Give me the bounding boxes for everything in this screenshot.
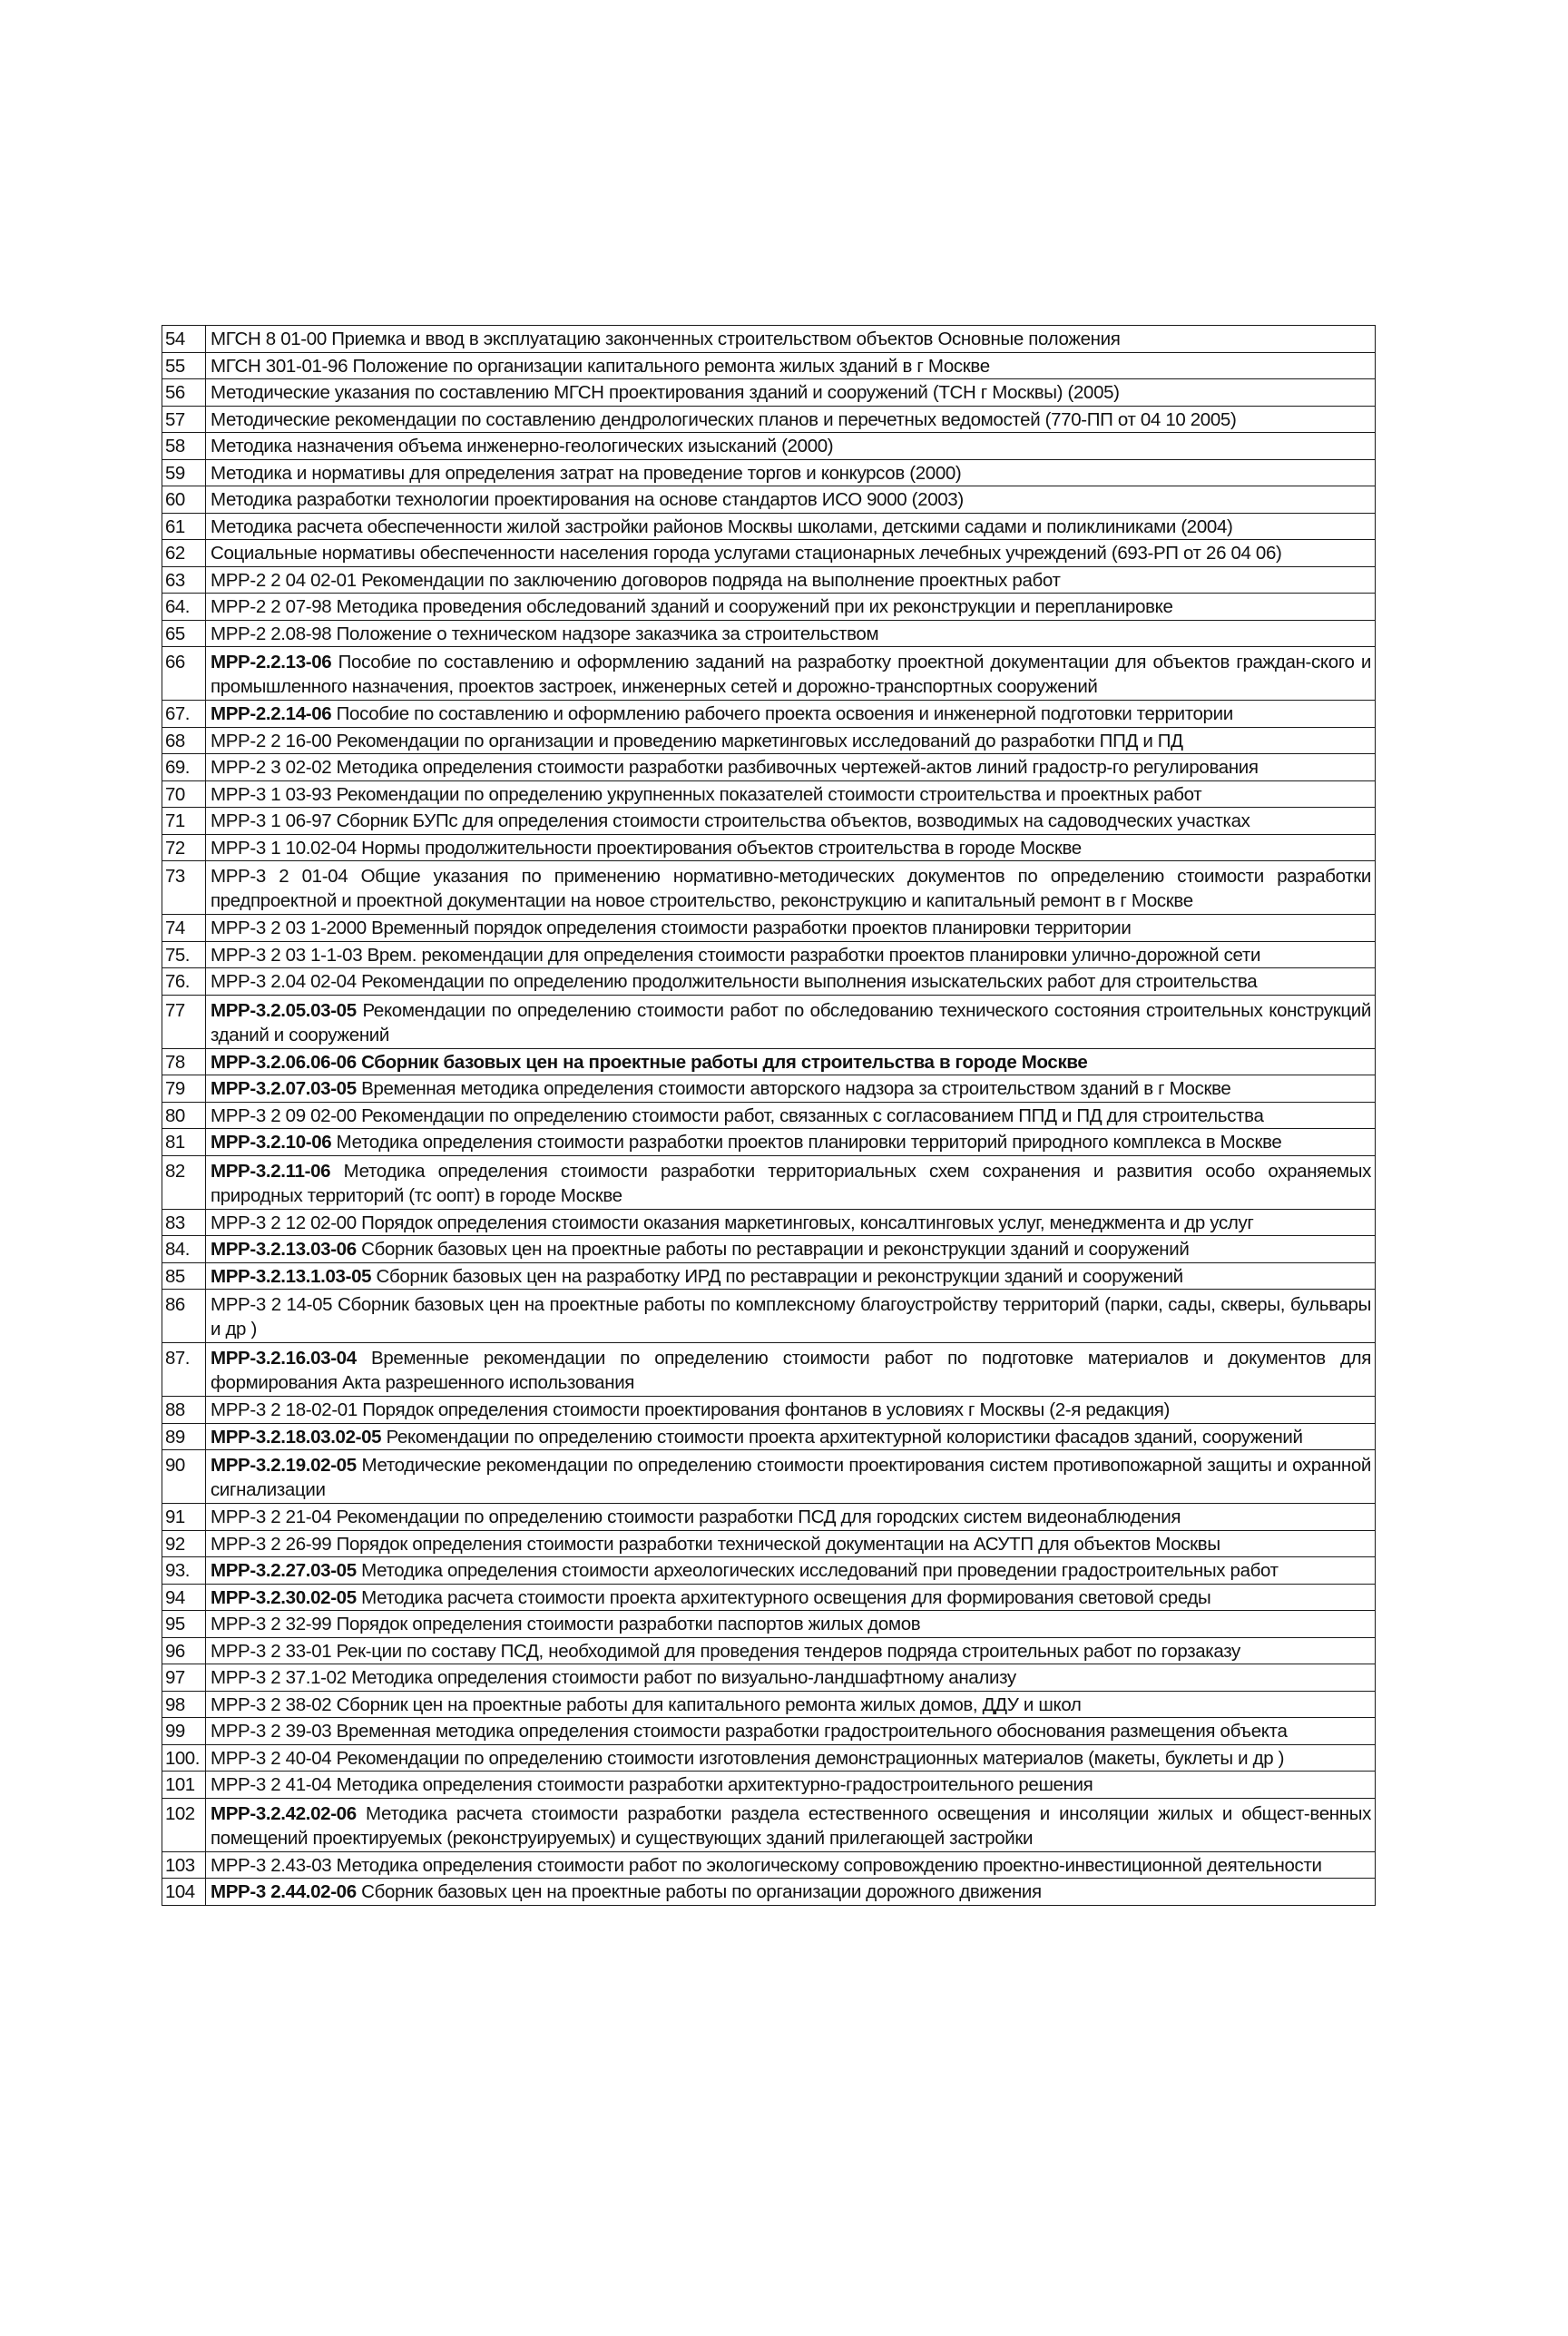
row-number: 101 <box>162 1772 206 1799</box>
document-title: МРР-3 2 33-01 Рек-ции по составу ПСД, необходимой для проведения тендеров подряда строительных работ по горзаказу <box>206 1637 1376 1664</box>
document-code: МРР-3.2.10-06 <box>211 1132 332 1153</box>
document-title: МРР-3 1 03-93 Рекомендации по определению укрупненных показателей стоимости строительства и проектных работ <box>206 780 1376 808</box>
row-number: 91 <box>162 1504 206 1531</box>
table-row <box>162 1744 1376 1772</box>
table-row <box>162 834 1376 861</box>
document-description: Методика определения стоимости археологических исследований при проведении градостроительных работ <box>356 1560 1279 1581</box>
document-title: МРР-3 1 10.02-04 Нормы продолжительности проектирования объектов строительства в городе Москве <box>206 834 1376 861</box>
document-description: Пособие по составлению и оформлению заданий на разработку проектной документации для объектов граждан-ского и промышленного назначения, проектов застроек, инженерных сетей и дорожно-транспортных сооружений <box>211 652 1371 697</box>
table-row <box>162 1129 1376 1156</box>
row-number: 67. <box>162 701 206 728</box>
document-title: МГСН 301-01-96 Положение по организации капитального ремонта жилых зданий в г Москве <box>206 352 1376 379</box>
row-number: 87. <box>162 1343 206 1397</box>
document-title: МРР-3 2 21-04 Рекомендации по определению стоимости разработки ПСД для городских систем видеонаблюдения <box>206 1504 1376 1531</box>
document-title <box>206 1557 1376 1585</box>
row-number: 56 <box>162 379 206 407</box>
row-number: 93. <box>162 1557 206 1585</box>
document-title: МГСН 8 01-00 Приемка и ввод в эксплуатацию законченных строительством объектов Основные положения <box>206 326 1376 353</box>
document-code: МРР-3.2.05.03-05 <box>211 999 357 1021</box>
document-title: МРР-2 2.08-98 Положение о техническом надзоре заказчика за строительством <box>206 620 1376 647</box>
row-number: 58 <box>162 433 206 460</box>
document-code: МРР-3.2.07.03-05 <box>211 1078 357 1099</box>
row-number: 54 <box>162 326 206 353</box>
document-description: Сборник базовых цен на разработку ИРД по реставрации и реконструкции зданий и сооружений <box>371 1265 1183 1287</box>
document-title: МРР-3 2.43-03 Методика определения стоимости работ по экологическому сопровождению проектно-инвестиционной деятельности <box>206 1851 1376 1879</box>
document-title: МРР-3 2 41-04 Методика определения стоимости разработки архитектурно-градостроительного решения <box>206 1772 1376 1799</box>
document-title <box>206 1343 1376 1397</box>
document-code: МРР-3.2.42.02-06 <box>211 1802 357 1824</box>
row-number: 82 <box>162 1155 206 1209</box>
row-number: 80 <box>162 1102 206 1129</box>
row-number: 85 <box>162 1262 206 1290</box>
row-number: 64. <box>162 594 206 621</box>
row-number: 81 <box>162 1129 206 1156</box>
row-number: 74 <box>162 915 206 942</box>
document-code: МРР-3.2.27.03-05 <box>211 1560 357 1581</box>
document-title: МРР-2 2 07-98 Методика проведения обследований зданий и сооружений при их реконструкции и перепланировке <box>206 594 1376 621</box>
document-title: МРР-3 2 37.1-02 Методика определения стоимости работ по визуально-ландшафтному анализу <box>206 1664 1376 1692</box>
table-row <box>162 1718 1376 1745</box>
table-row <box>162 1504 1376 1531</box>
table-row <box>162 1048 1376 1075</box>
document-title <box>206 1155 1376 1209</box>
table-row <box>162 326 1376 353</box>
row-number: 90 <box>162 1450 206 1504</box>
document-code: МРР-3.2.19.02-05 <box>211 1455 357 1476</box>
row-number: 100. <box>162 1744 206 1772</box>
table-row <box>162 1236 1376 1263</box>
document-title: МРР-2 2 16-00 Рекомендации по организации и проведению маркетинговых исследований до разработки ППД и ПД <box>206 727 1376 754</box>
document-title <box>206 995 1376 1048</box>
document-title <box>206 1798 1376 1851</box>
document-description: Рекомендации по определению стоимости работ по обследованию технического состояния строительных конструкций зданий и сооружений <box>211 999 1371 1045</box>
document-title <box>206 647 1376 701</box>
document-code: МРР-3.2.13.1.03-05 <box>211 1265 372 1287</box>
document-title: МРР-3 2 26-99 Порядок определения стоимости разработки технической документации на АСУТП для объектов Москвы <box>206 1530 1376 1557</box>
table-row <box>162 1262 1376 1290</box>
document-description: Рекомендации по определению стоимости проекта архитектурной колористики фасадов зданий, сооружений <box>381 1426 1303 1448</box>
table-row <box>162 1343 1376 1397</box>
table-row <box>162 647 1376 701</box>
table-row <box>162 1209 1376 1236</box>
row-number: 89 <box>162 1423 206 1450</box>
row-number: 77 <box>162 995 206 1048</box>
document-title <box>206 1048 1376 1075</box>
row-number: 70 <box>162 780 206 808</box>
table-row <box>162 727 1376 754</box>
table-row <box>162 968 1376 996</box>
row-number: 73 <box>162 861 206 915</box>
row-number: 78 <box>162 1048 206 1075</box>
document-title: Методика расчета обеспеченности жилой застройки районов Москвы школами, детскими садами и поликлиниками (2004) <box>206 513 1376 540</box>
table-row <box>162 1772 1376 1799</box>
row-number: 75. <box>162 941 206 968</box>
table-row <box>162 433 1376 460</box>
table-row <box>162 1584 1376 1611</box>
document-title: Методика и нормативы для определения затрат на проведение торгов и конкурсов (2000) <box>206 459 1376 486</box>
table-row <box>162 1155 1376 1209</box>
document-description: Временная методика определения стоимости авторского надзора за строительством зданий в г Москве <box>356 1078 1231 1099</box>
table-row <box>162 513 1376 540</box>
table-row <box>162 1397 1376 1424</box>
table-row <box>162 1557 1376 1585</box>
document-title <box>206 1450 1376 1504</box>
row-number: 99 <box>162 1718 206 1745</box>
table-row <box>162 1798 1376 1851</box>
document-description: Методические рекомендации по определению стоимости проектирования систем противопожарной защиты и охранной сигнализации <box>211 1455 1371 1500</box>
row-number: 95 <box>162 1611 206 1638</box>
row-number: 79 <box>162 1075 206 1103</box>
table-row <box>162 1851 1376 1879</box>
table-row <box>162 941 1376 968</box>
table-row <box>162 1102 1376 1129</box>
row-number: 63 <box>162 566 206 594</box>
row-number: 65 <box>162 620 206 647</box>
document-title: МРР-2 3 02-02 Методика определения стоимости разработки разбивочных чертежей-актов линий градостр-го регулирования <box>206 754 1376 781</box>
document-description: Методика расчета стоимости разработки раздела естественного освещения и инсоляции жилых и общест-венных помещений проектируемых (реконструируемых) и существующих зданий прилегающей застройки <box>211 1802 1371 1849</box>
document-title: МРР-3 2 38-02 Сборник цен на проектные работы для капитального ремонта жилых домов, ДДУ и школ <box>206 1691 1376 1718</box>
table-row <box>162 701 1376 728</box>
row-number: 88 <box>162 1397 206 1424</box>
document-code: МРР-3.2.06.06-06 Сборник базовых цен на проектные работы для строительства в городе Москве <box>211 1051 1088 1073</box>
document-title: МРР-3 2 39-03 Временная методика определения стоимости разработки градостроительного обоснования размещения объекта <box>206 1718 1376 1745</box>
row-number: 104 <box>162 1879 206 1906</box>
regulations-table-body <box>162 326 1376 1906</box>
document-description: Сборник базовых цен на проектные работы по реставрации и реконструкции зданий и сооружений <box>356 1239 1190 1260</box>
document-title: МРР-3 2 03 1-1-03 Врем. рекомендации для определения стоимости разработки проектов планировки улично-дорожной сети <box>206 941 1376 968</box>
row-number: 86 <box>162 1290 206 1343</box>
document-title: МРР-3 2 18-02-01 Порядок определения стоимости проектирования фонтанов в условиях г Москвы (2-я редакция) <box>206 1397 1376 1424</box>
document-title: Методика разработки технологии проектирования на основе стандартов ИСО 9000 (2003) <box>206 486 1376 514</box>
table-row <box>162 1879 1376 1906</box>
document-title <box>206 1584 1376 1611</box>
document-title <box>206 1075 1376 1103</box>
table-row <box>162 808 1376 835</box>
row-number: 62 <box>162 540 206 567</box>
row-number: 57 <box>162 406 206 433</box>
table-row <box>162 459 1376 486</box>
table-row <box>162 780 1376 808</box>
table-row <box>162 861 1376 915</box>
table-row <box>162 1530 1376 1557</box>
table-row <box>162 1611 1376 1638</box>
document-code: МРР-2.2.13-06 <box>211 652 332 672</box>
row-number: 83 <box>162 1209 206 1236</box>
table-row <box>162 1664 1376 1692</box>
table-row <box>162 995 1376 1048</box>
row-number: 72 <box>162 834 206 861</box>
document-description: Сборник базовых цен на проектные работы по организации дорожного движения <box>356 1881 1042 1902</box>
document-title: МРР-2 2 04 02-01 Рекомендации по заключению договоров подряда на выполнение проектных работ <box>206 566 1376 594</box>
document-title <box>206 1423 1376 1450</box>
document-title: Социальные нормативы обеспеченности населения города услугами стационарных лечебных учреждений (693-РП от 26 04 06) <box>206 540 1376 567</box>
document-title: Методические указания по составлению МГСН проектирования зданий и сооружений (ТСН г Москвы) (2005) <box>206 379 1376 407</box>
row-number: 97 <box>162 1664 206 1692</box>
row-number: 60 <box>162 486 206 514</box>
row-number: 84. <box>162 1236 206 1263</box>
document-title: МРР-3 2 01-04 Общие указания по применению нормативно-методических документов по определению стоимости разработки предпроектной и проектной документации на новое строительство, реконструкцию и капитальный ремонт в г Москве <box>206 861 1376 915</box>
document-title: Методика назначения объема инженерно-геологических изысканий (2000) <box>206 433 1376 460</box>
document-title: МРР-3 2 32-99 Порядок определения стоимости разработки паспортов жилых домов <box>206 1611 1376 1638</box>
document-code: МРР-2.2.14-06 <box>211 703 332 724</box>
row-number: 96 <box>162 1637 206 1664</box>
table-row <box>162 486 1376 514</box>
document-description: Методика определения стоимости разработки проектов планировки территорий природного комплекса в Москве <box>331 1132 1282 1153</box>
row-number: 68 <box>162 727 206 754</box>
row-number: 69. <box>162 754 206 781</box>
document-title: МРР-3 2 14-05 Сборник базовых цен на проектные работы по комплексному благоустройству территорий (парки, сады, скверы, бульвары и др ) <box>206 1290 1376 1343</box>
document-title: МРР-3 2 03 1-2000 Временный порядок определения стоимости разработки проектов планировки территории <box>206 915 1376 942</box>
document-code: МРР-3.2.18.03.02-05 <box>211 1426 382 1448</box>
table-row <box>162 1637 1376 1664</box>
document-title: МРР-3 2 40-04 Рекомендации по определению стоимости изготовления демонстрационных материалов (макеты, буклеты и др ) <box>206 1744 1376 1772</box>
row-number: 71 <box>162 808 206 835</box>
row-number: 59 <box>162 459 206 486</box>
row-number: 92 <box>162 1530 206 1557</box>
document-title <box>206 701 1376 728</box>
document-title <box>206 1262 1376 1290</box>
table-row <box>162 594 1376 621</box>
table-row <box>162 406 1376 433</box>
table-row <box>162 620 1376 647</box>
document-description: Методика определения стоимости разработки территориальных схем сохранения и развития особо охраняемых природных территорий (тс оопт) в городе Москве <box>211 1160 1371 1206</box>
regulations-table <box>162 325 1376 1906</box>
document-description: Пособие по составлению и оформлению рабочего проекта освоения и инженерной подготовки территории <box>331 703 1233 724</box>
row-number: 76. <box>162 968 206 996</box>
table-row <box>162 754 1376 781</box>
row-number: 98 <box>162 1691 206 1718</box>
row-number: 66 <box>162 647 206 701</box>
table-row <box>162 1075 1376 1103</box>
table-row <box>162 379 1376 407</box>
document-title: МРР-3 2 09 02-00 Рекомендации по определению стоимости работ, связанных с согласованием ППД и ПД для строительства <box>206 1102 1376 1129</box>
table-row <box>162 1423 1376 1450</box>
row-number: 61 <box>162 513 206 540</box>
document-code: МРР-3.2.16.03-04 <box>211 1348 357 1369</box>
document-description: Методика расчета стоимости проекта архитектурного освещения для формирования световой среды <box>356 1586 1211 1608</box>
document-code: МРР-3.2.13.03-06 <box>211 1239 357 1260</box>
row-number: 103 <box>162 1851 206 1879</box>
table-row <box>162 1450 1376 1504</box>
document-title <box>206 1236 1376 1263</box>
table-row <box>162 566 1376 594</box>
document-title: МРР-3 1 06-97 Сборник БУПс для определения стоимости строительства объектов, возводимых на садоводческих участках <box>206 808 1376 835</box>
document-title: Методические рекомендации по составлению дендрологических планов и перечетных ведомостей (770-ПП от 04 10 2005) <box>206 406 1376 433</box>
document-title <box>206 1879 1376 1906</box>
document-title: МРР-3 2.04 02-04 Рекомендации по определению продолжительности выполнения изыскательских работ для строительства <box>206 968 1376 996</box>
table-row <box>162 915 1376 942</box>
table-row <box>162 1290 1376 1343</box>
table-row <box>162 352 1376 379</box>
document-code: МРР-3 2.44.02-06 <box>211 1881 357 1902</box>
document-code: МРР-3.2.11-06 <box>211 1160 331 1182</box>
row-number: 102 <box>162 1798 206 1851</box>
table-row <box>162 540 1376 567</box>
document-code: МРР-3.2.30.02-05 <box>211 1586 357 1608</box>
document-title <box>206 1129 1376 1156</box>
row-number: 55 <box>162 352 206 379</box>
document-title: МРР-3 2 12 02-00 Порядок определения стоимости оказания маркетинговых, консалтинговых услуг, менеджмента и др услуг <box>206 1209 1376 1236</box>
document-description: Временные рекомендации по определению стоимости работ по подготовке материалов и документов для формирования Акта разрешенного использования <box>211 1348 1371 1393</box>
row-number: 94 <box>162 1584 206 1611</box>
table-row <box>162 1691 1376 1718</box>
